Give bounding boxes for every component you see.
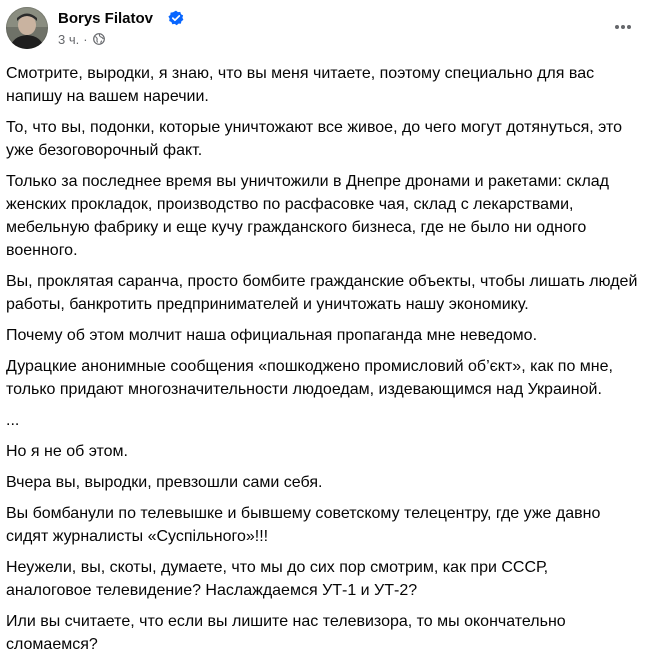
post-paragraph: Неужели, вы, скоты, думаете, что мы до сих пор смотрим, как при СССР, аналоговое телевидение? Наслаждаемся УТ-1 и УТ-2? [6, 559, 549, 599]
post-paragraph: То, что вы, подонки, которые уничтожают все живое, до чего могут дотянуться, это уже безоговорочный факт. [6, 119, 623, 159]
post-text [6, 62, 638, 664]
avatar-image [6, 7, 48, 49]
post-paragraph: Почему об этом молчит наша официальная пропаганда мне неведомо. [6, 327, 538, 344]
post-paragraph: ... [6, 412, 20, 429]
post-paragraph: Смотрите, выродки, я знаю, что вы меня читаете, поэтому специально для вас напишу на вашем наречии. [6, 65, 595, 105]
globe-icon [93, 33, 105, 45]
post-paragraph: Вы, проклятая саранча, просто бомбите гражданские объекты, чтобы лишать людей работы, банкротить предпринимателей и уничтожать нашу экономику. [6, 273, 638, 313]
author-avatar[interactable] [6, 7, 48, 49]
author-name[interactable]: Borys Filatov [58, 10, 154, 27]
post-paragraph: Вы бомбанули по телевышке и бывшему советскому телецентру, где уже давно сидят журналисты «Суспільного»!!! [6, 505, 601, 545]
more-options-button[interactable] [605, 9, 641, 45]
post-paragraph: Только за последнее время вы уничтожили в Днепре дронами и ракетами: склад женских прокладок, производство по расфасовке чая, склад с лекарствами, мебельную фабрику и еще кучу гражданского бизнеса, где не было ни одного военного. [6, 173, 610, 259]
more-options-icon [613, 17, 633, 37]
verified-badge-icon [168, 10, 184, 26]
post-timestamp[interactable]: 3 ч. [58, 32, 80, 47]
post-paragraph: Или вы считаете, что если вы лишите нас телевизора, то мы окончательно сломаемся? [6, 613, 566, 653]
post-paragraph: Вчера вы, выродки, превзошли сами себя. [6, 474, 323, 491]
post-paragraph: Дурацкие анонимные сообщения «пошкоджено промисловий об’єкт», как по мне, только придают многозначительности людоедам, издевающимся над Украиной. [6, 358, 613, 398]
meta-separator: · [83, 32, 88, 47]
post-paragraph: Но я не об этом. [6, 443, 128, 460]
post-header [6, 7, 641, 55]
post-meta [58, 31, 105, 49]
